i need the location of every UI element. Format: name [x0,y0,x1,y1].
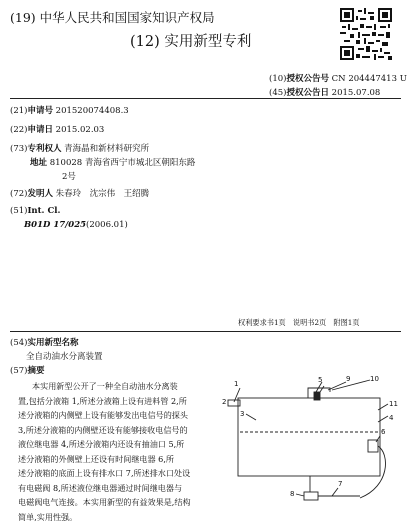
label-8: 8 [290,490,294,498]
application-number [10,104,129,116]
app-no-value: 201520074408.3 [56,106,129,116]
address [30,156,195,168]
inventor-code: (72) [10,189,27,199]
issuing-office [10,8,215,26]
leader-line [378,404,388,410]
label-6: 6 [381,428,386,436]
device-figure [220,376,406,512]
pub-no-code: (10) [269,74,286,84]
ipc-year: (2006.01) [86,220,128,230]
address-label: 地址 [30,158,47,168]
abstract-heading [10,364,44,376]
tank-outline [238,398,380,476]
utility-title-heading [10,336,78,348]
label-1: 1 [234,380,238,388]
title-label: 实用新型名称 [27,338,78,348]
patentee-value: 青海晶和新材料研究所 [64,144,149,154]
app-no-code: (21) [10,106,27,116]
abstract-line: 液位继电器 4,所述分液箱内还设有抽油口 5,所 [18,437,191,452]
ipc-classification [10,206,60,216]
leader-line [332,488,338,496]
ipc-value: B01D 17/025 [24,220,86,230]
relay-wire [360,446,385,498]
label-7: 7 [338,480,342,488]
abstract-line: 电磁阀电气连接。本实用新型的有益效果是,结构 [18,495,191,510]
ipc-label: Int. Cl. [27,206,60,216]
label-4: 4 [389,414,394,422]
mid-rule [10,331,401,332]
leader-line [246,414,256,420]
pub-no-label: 授权公告号 [286,74,329,84]
leader-line [378,416,388,422]
filing-date [10,123,104,135]
abstract-label: 摘要 [27,366,44,376]
pub-date-label: 授权公告日 [286,88,329,98]
pub-date-code: (45) [269,88,286,98]
pub-no-value: CN 204447413 U [332,74,407,84]
title-code: (54) [10,338,27,348]
probe [314,392,320,400]
solenoid-valve [304,492,318,500]
header-rule [10,98,401,99]
publication-date [269,86,380,98]
abstract-line: 置,包括分液箱 1,所述分液箱上设有进料管 2,所 [18,394,191,409]
patentee [10,142,149,154]
abstract-line: 述分液箱的外侧壁上还设有时间继电器 6,所 [18,452,191,467]
abstract-code: (57) [10,366,27,376]
ipc-entry [24,220,128,230]
abstract-line: 简单,实用性强。 [18,510,191,524]
label-9: 9 [346,376,350,383]
abstract-line: 3,所述分液箱的内侧壁还设有能够接收电信号的 [18,423,191,438]
inventor-label: 发明人 [27,189,53,199]
address-value: 810028 青海省西宁市城北区朝阳东路 [50,158,196,168]
leader-line [296,494,304,496]
pub-date-value: 2015.07.08 [332,88,381,98]
filing-label: 申请日 [27,125,53,135]
abstract-line: 述分液箱的底面上设有排水口 7,所述排水口处设 [18,466,191,481]
label-3: 3 [240,410,244,418]
label-2: 2 [222,398,226,406]
country-code: (19) [10,10,36,25]
abstract-line: 本实用新型公开了一种全自动油水分离装 [18,379,191,394]
inventors [10,187,149,199]
patentee-label: 专利权人 [27,144,61,154]
patentee-code: (73) [10,144,27,154]
utility-title: 全自动油水分离装置 [26,350,103,362]
label-5: 5 [318,376,322,384]
filing-code: (22) [10,125,27,135]
abstract-line: 述分液箱的内侧壁上设有能够发出电信号的探头 [18,408,191,423]
document-type-name: 实用新型专利 [164,34,251,50]
abstract-line: 有电磁阀 8,所述液位继电器通过时间继电器与 [18,481,191,496]
type-code: (12) [130,34,160,50]
ipc-code: (51) [10,206,27,216]
label-11: 11 [389,400,398,408]
document-type [130,30,251,51]
abstract-body [18,379,191,524]
inventor-value: 朱春玲 沈宗伟 王绍腾 [56,189,150,199]
issuing-office-name: 中华人民共和国国家知识产权局 [40,10,215,25]
label-10: 10 [370,376,379,383]
address-line-2: 2号 [62,170,76,182]
filing-value: 2015.02.03 [56,125,105,135]
leader-line [332,380,370,390]
qr-code [340,8,392,60]
page-count-info: 权利要求书1页 说明书2页 附图1页 [238,318,360,328]
app-no-label: 申请号 [27,106,53,116]
publication-number [269,72,407,84]
